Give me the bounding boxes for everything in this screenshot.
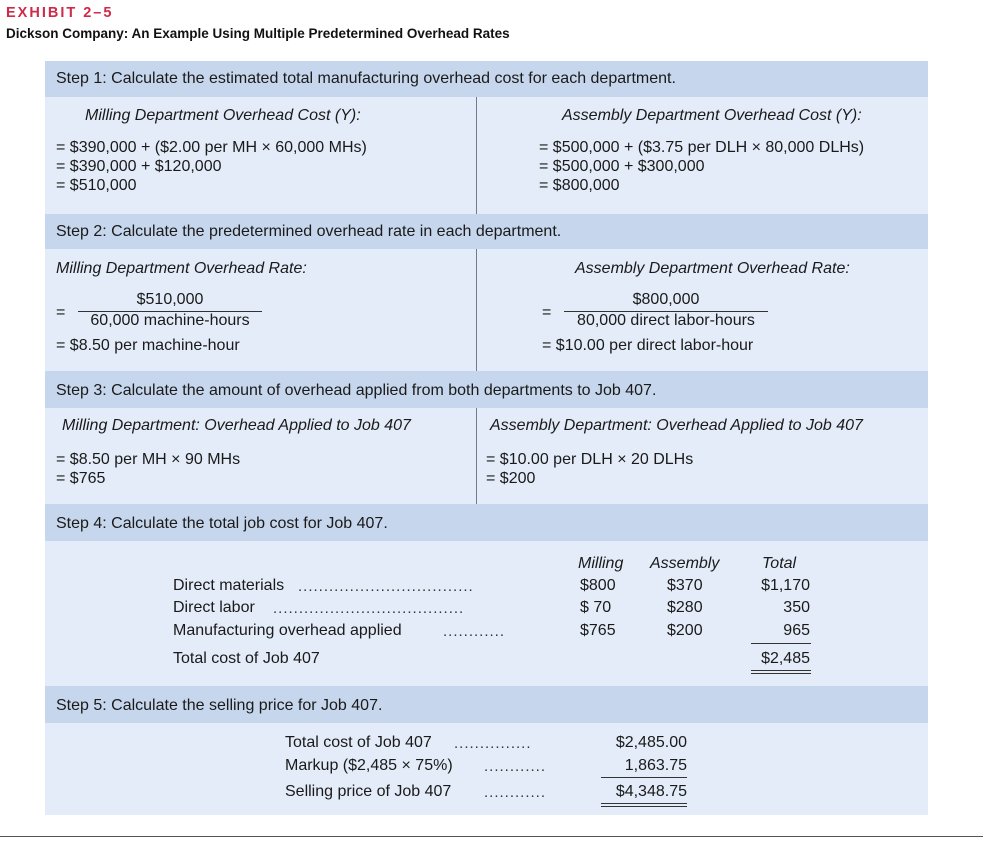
bottom-rule — [0, 836, 983, 837]
step4-row-1-label: Direct materials — [173, 577, 285, 594]
step5-row-2-value: 1,863.75 — [624, 757, 687, 774]
step1-divider — [476, 97, 477, 214]
step3-heading: Step 3: Calculate the amount of overhead applied from both departments to Job 407. — [56, 382, 657, 399]
step5-row-1-leader: ............... — [454, 735, 532, 752]
step5-heading: Step 5: Calculate the selling price for Job 407. — [56, 697, 383, 714]
exhibit-panel — [45, 61, 928, 815]
step4-total-value: $2,485 — [761, 650, 810, 667]
step5-sum-rule — [601, 777, 687, 778]
step1-right-line-2: = $500,000 + $300,000 — [539, 158, 705, 175]
step1-left-title: Milling Department Overhead Cost (Y): — [85, 107, 361, 124]
step2-right-title: Assembly Department Overhead Rate: — [575, 260, 850, 277]
step5-row-3-value: $4,348.75 — [615, 783, 687, 800]
step5-row-1-label: Total cost of Job 407 — [285, 734, 432, 751]
step1-right-line-1: = $500,000 + ($3.75 per DLH × 80,000 DLHs) — [539, 139, 865, 156]
step5-double-rule-top — [601, 803, 687, 804]
step4-col-assembly: Assembly — [650, 555, 720, 572]
step4-row-2-milling: $ 70 — [580, 599, 612, 616]
step3-right-title: Assembly Department: Overhead Applied to Job 407 — [490, 417, 863, 434]
step1-right-line-3: = $800,000 — [539, 177, 620, 194]
step1-left-line-1: = $390,000 + ($2.00 per MH × 60,000 MHs) — [56, 139, 367, 156]
step5-row-3-leader: ............ — [484, 784, 547, 801]
step4-double-rule-top — [751, 670, 811, 671]
step3-right-line-1: = $10.00 per DLH × 20 DLHs — [486, 451, 694, 468]
step1-heading: Step 1: Calculate the estimated total manufacturing overhead cost for each department. — [56, 70, 676, 87]
step4-row-3-assembly: $200 — [667, 622, 703, 639]
step4-row-1-leader: .................................. — [298, 578, 474, 595]
step5-double-rule-bottom — [601, 806, 687, 807]
step1-heading-band — [45, 61, 928, 97]
step5-row-3-label: Selling price of Job 407 — [285, 783, 452, 800]
step3-right-line-2: = $200 — [486, 470, 536, 487]
step4-row-2-label: Direct labor — [173, 599, 255, 616]
step4-row-3-milling: $765 — [580, 622, 616, 639]
step2-divider — [476, 249, 477, 371]
step5-row-2-label: Markup ($2,485 × 75%) — [285, 757, 453, 774]
step2-left-denominator: 60,000 machine-hours — [90, 312, 250, 329]
step2-left-numerator: $510,000 — [136, 291, 204, 308]
step1-right-title: Assembly Department Overhead Cost (Y): — [562, 107, 862, 124]
step4-row-1-milling: $800 — [580, 577, 616, 594]
exhibit-title: Dickson Company: An Example Using Multiple Predetermined Overhead Rates — [6, 26, 510, 41]
step4-row-2-leader: ..................................... — [273, 600, 465, 617]
step3-divider — [476, 408, 477, 504]
step4-row-3-leader: ............ — [443, 623, 506, 640]
step4-heading: Step 4: Calculate the total job cost for Job 407. — [56, 515, 388, 532]
step4-col-milling: Milling — [578, 555, 624, 572]
step3-left-line-1: = $8.50 per MH × 90 MHs — [56, 451, 241, 468]
step3-left-title: Milling Department: Overhead Applied to Job 407 — [62, 417, 411, 434]
step4-col-total: Total — [762, 555, 797, 572]
step4-double-rule-bottom — [751, 673, 811, 674]
step1-left-line-2: = $390,000 + $120,000 — [56, 158, 222, 175]
step4-heading-band — [45, 504, 928, 541]
step4-row-1-total: $1,170 — [761, 577, 810, 594]
step4-row-2-total: 350 — [783, 599, 810, 616]
step5-row-1-value: $2,485.00 — [615, 734, 687, 751]
exhibit-label: EXHIBIT 2–5 — [6, 5, 114, 21]
step2-right-numerator: $800,000 — [632, 291, 700, 308]
step3-left-line-2: = $765 — [56, 470, 106, 487]
step2-left-title: Milling Department Overhead Rate: — [56, 260, 307, 277]
step4-sum-rule — [751, 643, 811, 644]
step4-row-3-total: 965 — [783, 622, 810, 639]
step4-row-1-assembly: $370 — [667, 577, 703, 594]
step2-heading-band — [45, 214, 928, 249]
step4-row-2-assembly: $280 — [667, 599, 703, 616]
step1-left-line-3: = $510,000 — [56, 177, 137, 194]
step4-total-label: Total cost of Job 407 — [173, 650, 320, 667]
step4-row-3-label: Manufacturing overhead applied — [173, 622, 402, 639]
step2-heading: Step 2: Calculate the predetermined overhead rate in each department. — [56, 223, 562, 240]
step5-row-2-leader: ............ — [484, 758, 547, 775]
step2-right-result: = $10.00 per direct labor-hour — [542, 337, 754, 354]
step3-heading-band — [45, 371, 928, 408]
step2-right-denominator: 80,000 direct labor-hours — [577, 312, 755, 329]
step2-left-equals: = — [56, 304, 66, 321]
step5-heading-band — [45, 686, 928, 723]
step2-left-result: = $8.50 per machine-hour — [56, 337, 240, 354]
step2-right-equals: = — [542, 304, 552, 321]
